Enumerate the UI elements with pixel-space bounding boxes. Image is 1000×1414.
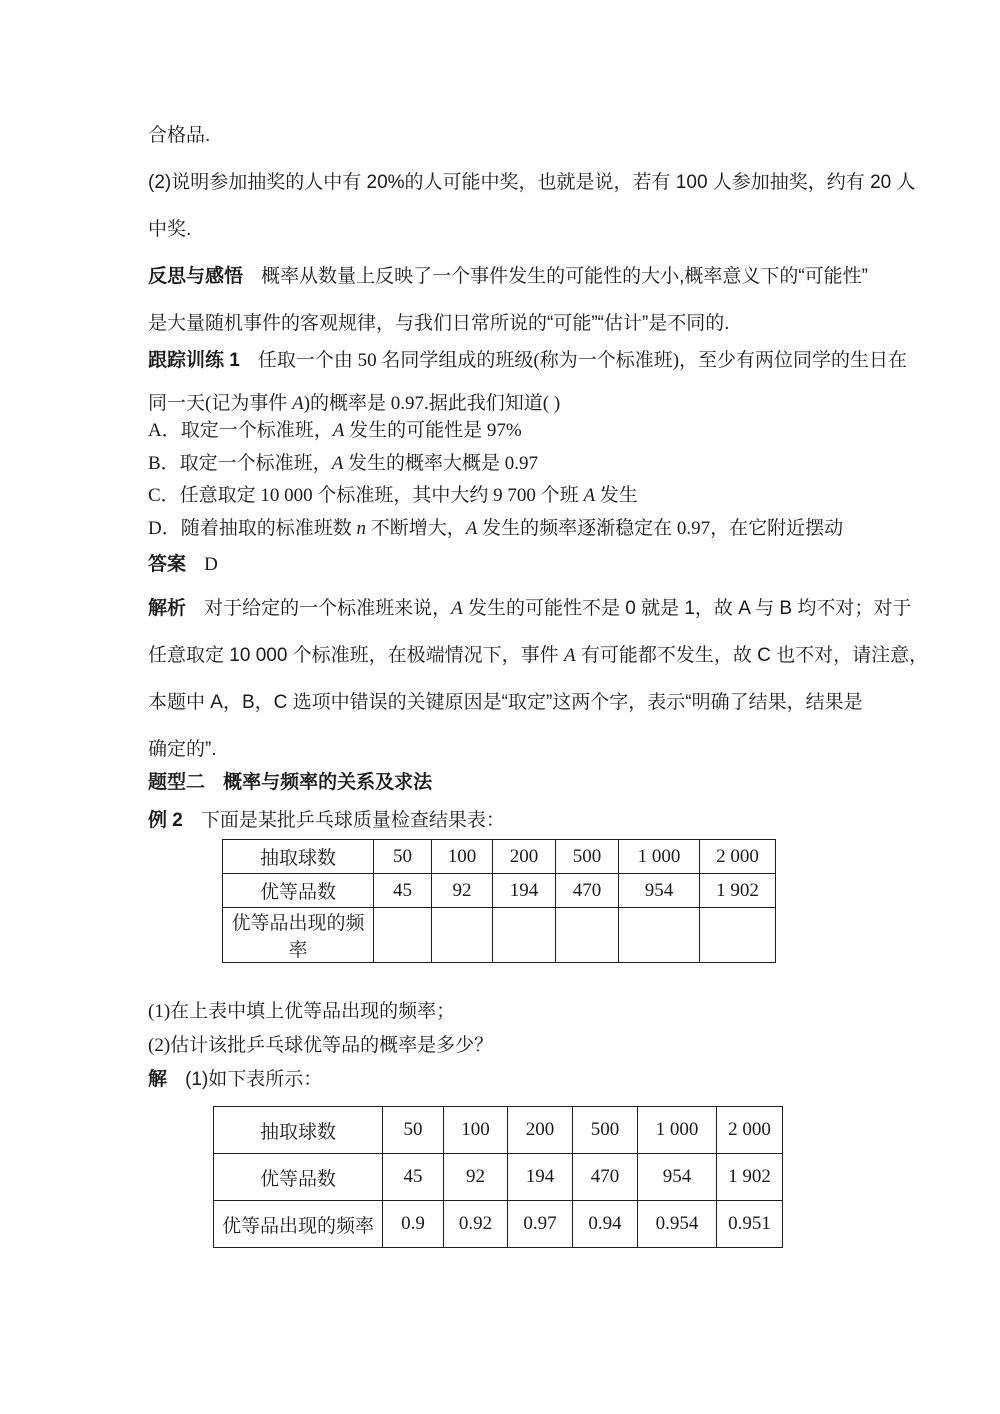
- table-row: [214, 1107, 783, 1154]
- body-text: 是大量随机事件的客观规律，与我们日常所说的“可能”“估计”是不同的.: [148, 313, 730, 334]
- value-cell: [556, 908, 619, 963]
- reflection-note-paragraph: [148, 253, 878, 347]
- choice-options-list: [148, 415, 878, 545]
- solution-part2-paragraph: [148, 159, 916, 253]
- value-cell: [700, 908, 776, 963]
- document-content: [148, 0, 929, 1248]
- body-text: (2)估计该批乒乓球优等品的概率是多少？: [148, 1035, 494, 1056]
- body-text: 发生: [595, 485, 638, 506]
- body-text: (2)说明参加抽奖的人中有 20%的人可能中奖，也就是说，若有 100 人参加抽奖，约有 20 人: [148, 172, 916, 193]
- value-cell: 1 902: [717, 1154, 783, 1201]
- value-cell: 500: [556, 840, 619, 874]
- text-line: [148, 1063, 878, 1097]
- value-cell: 500: [573, 1107, 638, 1154]
- value-cell: 0.954: [638, 1201, 717, 1248]
- label-text: 答案: [148, 554, 187, 575]
- value-cell: 0.97: [508, 1201, 573, 1248]
- value-cell: 0.92: [444, 1201, 508, 1248]
- value-cell: [432, 908, 493, 963]
- body-text: 不断增大，: [365, 517, 466, 539]
- math-variable: A: [465, 517, 478, 539]
- table-row: [223, 840, 776, 874]
- value-cell: 194: [493, 874, 556, 908]
- label-text: 跟踪训练 1: [148, 350, 240, 371]
- tracking-exercise-1-statement: [148, 339, 908, 425]
- text-line: [148, 448, 878, 481]
- row-label-cell: 优等品出现的频率: [223, 908, 374, 963]
- text-line: [148, 763, 878, 803]
- value-cell: 100: [444, 1107, 508, 1154]
- body-text: (1)在上表中填上优等品出现的频率；: [148, 1001, 456, 1022]
- body-text: 任取一个由 50 名同学组成的班级(称为一个标准班)，至少有两位同学的生日在: [257, 350, 908, 371]
- body-text: 本题中 A，B，C 选项中错误的关键原因是“取定”这两个字，表示“明确了结果，结果是: [148, 692, 863, 713]
- value-cell: 92: [432, 874, 493, 908]
- value-cell: 50: [374, 840, 432, 874]
- value-cell: 1 902: [700, 874, 776, 908]
- table-row: [223, 908, 776, 963]
- example-2-intro: [148, 803, 878, 839]
- body-text: D．随着抽取的标准班数: [148, 517, 357, 539]
- body-text: 对于给定的一个标准班来说，: [204, 598, 452, 619]
- body-text: 发生的可能性是 97%: [344, 420, 522, 441]
- row-label-cell: 优等品数: [214, 1154, 383, 1201]
- row-label-cell: 抽取球数: [223, 840, 374, 874]
- table-row: [223, 874, 776, 908]
- body-text: B．取定一个标准班，: [148, 452, 332, 474]
- value-cell: 194: [508, 1154, 573, 1201]
- body-text: D: [204, 554, 218, 575]
- analysis-paragraph: [148, 585, 929, 773]
- body-text: 发生的频率逐渐稳定在 0.97，在它附近摆动: [477, 517, 844, 539]
- value-cell: 0.951: [717, 1201, 783, 1248]
- body-text: 合格品.: [148, 125, 211, 146]
- math-variable: A: [331, 452, 344, 474]
- text-line: [148, 1029, 878, 1063]
- value-cell: 0.94: [573, 1201, 638, 1248]
- value-cell: 1 000: [619, 840, 700, 874]
- value-cell: 1 000: [638, 1107, 717, 1154]
- body-text: 发生的可能性不是 0 就是 1，故 A 与 B 均不对；对于: [462, 598, 912, 619]
- label-text: 概率与频率的关系及求法: [223, 772, 433, 793]
- label-text: 题型二: [148, 772, 206, 793]
- math-variable: A: [332, 420, 345, 441]
- text-line: [148, 545, 878, 585]
- body-text: C．任意取定 10 000 个标准班，其中大约 9 700 个班: [148, 485, 584, 506]
- label-text: 例 2: [148, 810, 183, 831]
- label-text: 反思与感悟: [148, 266, 244, 287]
- value-cell: 0.9: [383, 1201, 444, 1248]
- body-text: A．取定一个标准班，: [148, 420, 333, 441]
- body-text: )的概率是 0.97.据此我们知道( ): [303, 393, 561, 414]
- value-cell: 954: [619, 874, 700, 908]
- value-cell: 200: [508, 1107, 573, 1154]
- sub-questions-and-solution-lead: [148, 995, 878, 1097]
- text-line: [148, 585, 912, 632]
- table-row: [214, 1154, 783, 1201]
- text-line: [148, 679, 878, 726]
- value-cell: 2 000: [717, 1107, 783, 1154]
- math-variable: A: [563, 645, 576, 666]
- text-line: [148, 513, 878, 546]
- label-text: 解析: [148, 598, 187, 619]
- value-cell: 470: [573, 1154, 638, 1201]
- value-cell: 45: [383, 1154, 444, 1201]
- text-line: [148, 206, 878, 253]
- solution-continuation-line: [148, 112, 878, 159]
- math-variable: n: [356, 517, 366, 539]
- text-line: [148, 632, 929, 679]
- text-line: [148, 112, 878, 159]
- text-line: [148, 995, 878, 1029]
- value-cell: [619, 908, 700, 963]
- value-cell: 200: [493, 840, 556, 874]
- value-cell: 92: [444, 1154, 508, 1201]
- math-variable: A: [292, 393, 304, 414]
- body-text: 发生的概率大概是 0.97: [343, 452, 539, 474]
- body-text: 下面是某批乒乓球质量检查结果表：: [200, 810, 505, 831]
- text-line: [148, 339, 908, 382]
- text-line: [148, 803, 878, 839]
- quality-check-table-filled: [213, 1106, 783, 1248]
- value-cell: 2 000: [700, 840, 776, 874]
- body-text: 有可能都不发生，故 C 也不对，请注意，: [575, 645, 929, 666]
- row-label-cell: 优等品出现的频率: [214, 1201, 383, 1248]
- body-text: 确定的”.: [148, 739, 217, 760]
- value-cell: 954: [638, 1154, 717, 1201]
- label-text: 解: [148, 1069, 168, 1090]
- text-line: [148, 159, 916, 206]
- body-text: 任意取定 10 000 个标准班，在极端情况下，事件: [148, 645, 564, 666]
- math-variable: A: [583, 485, 596, 506]
- row-label-cell: 抽取球数: [214, 1107, 383, 1154]
- value-cell: 45: [374, 874, 432, 908]
- body-text: 概率从数量上反映了一个事件发生的可能性的大小,概率意义下的“可能性”: [261, 266, 868, 287]
- topic-heading-2: [148, 763, 878, 803]
- value-cell: 100: [432, 840, 493, 874]
- body-text: 同一天(记为事件: [148, 393, 293, 414]
- value-cell: [493, 908, 556, 963]
- body-text: 中奖.: [148, 219, 192, 240]
- row-label-cell: 优等品数: [223, 874, 374, 908]
- value-cell: [374, 908, 432, 963]
- text-line: [148, 480, 878, 513]
- value-cell: 470: [556, 874, 619, 908]
- quality-check-table-blank: [222, 839, 776, 963]
- table-row: [214, 1201, 783, 1248]
- value-cell: 50: [383, 1107, 444, 1154]
- body-text: (1)如下表所示：: [185, 1069, 323, 1090]
- text-line: [148, 253, 878, 300]
- answer-line: [148, 545, 878, 585]
- math-variable: A: [451, 598, 463, 619]
- text-line: [148, 415, 878, 448]
